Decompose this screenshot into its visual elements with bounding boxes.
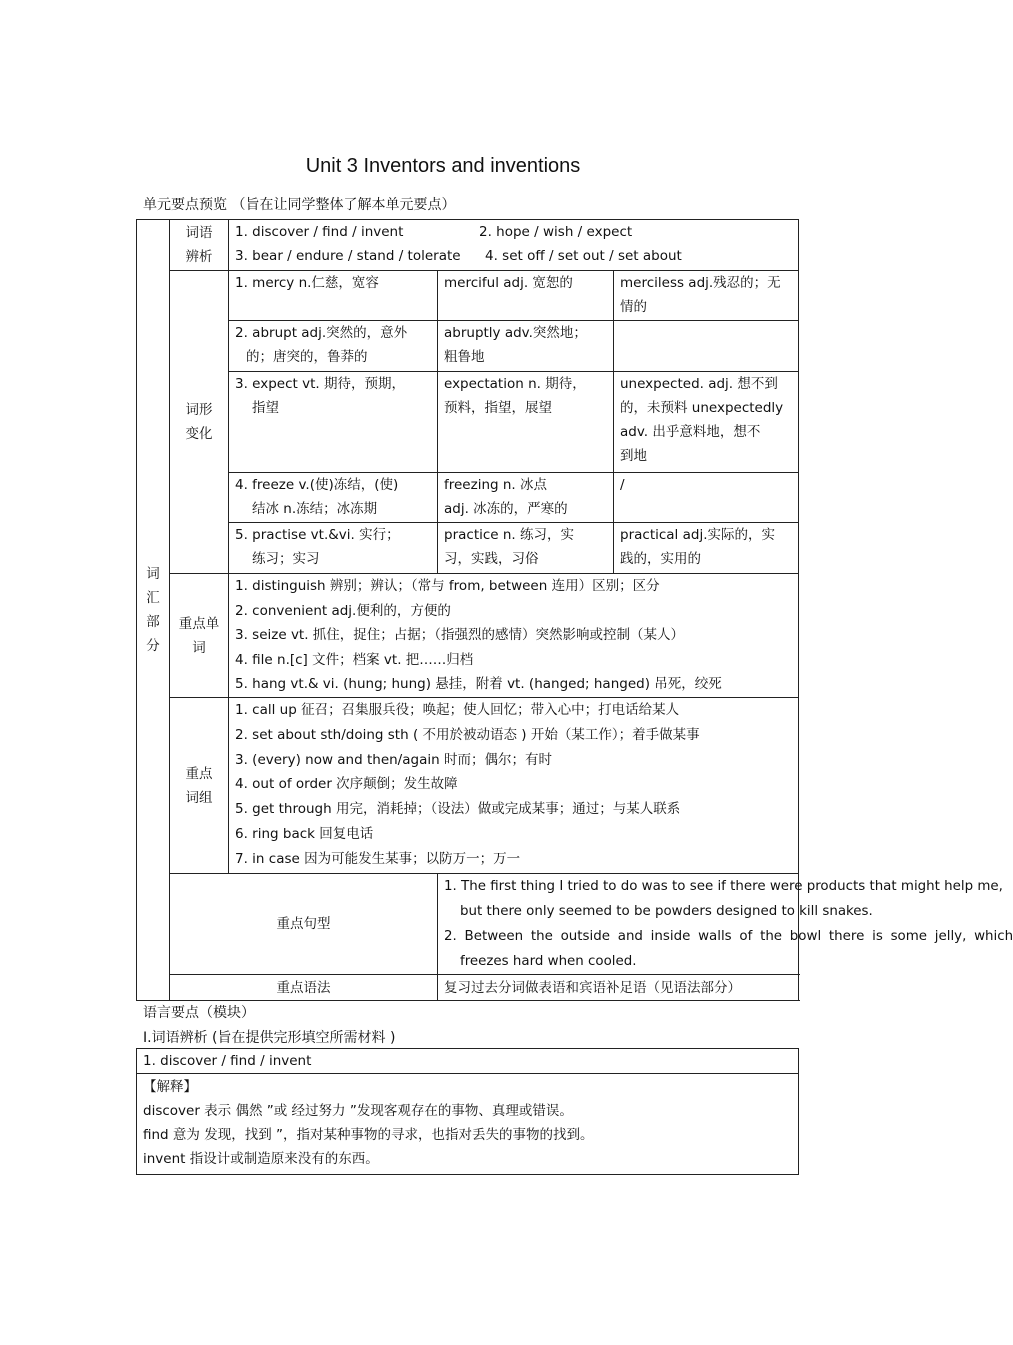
key-grammar-label: 重点语法 bbox=[170, 975, 438, 1001]
word-form-text: adv. 出乎意料地，想不 bbox=[620, 424, 761, 440]
word-form-text: / bbox=[620, 477, 625, 493]
word-form-text: adj. 冰冻的，严寒的 bbox=[444, 501, 568, 517]
key-words-label: 重点单词 bbox=[170, 574, 229, 698]
word-analysis-item-3: 3. bear / endure / stand / tolerate bbox=[235, 248, 461, 264]
explanation-header: 1. discover / find / invent bbox=[137, 1049, 799, 1074]
key-word-item: 1. distinguish 辨别；辨认；（常与 from, between 连用）区别；区分 bbox=[235, 578, 660, 594]
key-phrase-item: 6. ring back 回复电话 bbox=[235, 825, 374, 842]
word-form-text: 指望 bbox=[252, 400, 279, 416]
explanation-header-row bbox=[137, 1049, 799, 1074]
word-form-text: 1. mercy n.仁慈，宽容 bbox=[235, 275, 379, 291]
key-grammar-text: 复习过去分词做表语和宾语补足语（见语法部分） bbox=[438, 975, 799, 1001]
section-caption-preview: 单元要点预览 （旨在让同学整体了解本单元要点） bbox=[143, 197, 456, 213]
word-form-text: 的，未预料 unexpectedly bbox=[620, 400, 784, 416]
key-words-cell bbox=[229, 574, 799, 698]
word-form-text: 结冰 n.冻结；冰冻期 bbox=[252, 501, 378, 517]
explanation-body-row bbox=[137, 1074, 799, 1175]
word-form-row bbox=[137, 523, 799, 574]
vocab-section-label: 词汇部分 bbox=[137, 220, 170, 1001]
key-grammar-row bbox=[137, 975, 799, 1001]
explanation-body bbox=[137, 1074, 799, 1175]
word-form-text: 情的 bbox=[620, 299, 647, 315]
word-form-text: freezing n. 冰点 bbox=[444, 477, 548, 493]
key-sentence-text: 2. Between the outside and inside walls of the bowl there is some jelly, which bbox=[444, 929, 1013, 944]
word-form-base bbox=[229, 523, 438, 574]
explanation-table bbox=[136, 1048, 799, 1175]
word-form-text: unexpected. adj. 想不到 bbox=[620, 376, 778, 392]
section-caption-modules: 语言要点（模块） bbox=[143, 1005, 255, 1021]
unit-overview-table bbox=[136, 219, 1013, 1001]
key-sentence-text: but there only seemed to be powders designed to kill snakes. bbox=[460, 904, 873, 919]
key-phrase-item: 1. call up 征召；召集服兵役；唤起；使人回忆；带入心中；打电话给某人 bbox=[235, 702, 680, 718]
word-form-base bbox=[229, 473, 438, 523]
key-word-item: 2. convenient adj.便利的，方便的 bbox=[235, 602, 451, 619]
word-form-text: merciful adj. 宽恕的 bbox=[444, 275, 573, 291]
explanation-line: find 意为 发现，找到 ”，指对某种事物的寻求，也指对丢失的事物的找到。 bbox=[143, 1127, 594, 1143]
word-form-text: 3. expect vt. 期待，预期， bbox=[235, 376, 405, 392]
explanation-line: discover 表示 偶然 ”或 经过努力 ”发现客观存在的事物、真理或错误。 bbox=[143, 1103, 573, 1119]
word-form-text: 预料，指望，展望 bbox=[444, 400, 552, 416]
key-phrase-item: 7. in case 因为可能发生某事；以防万一；万一 bbox=[235, 850, 521, 867]
word-form-base bbox=[229, 321, 438, 372]
word-form-text: 粗鲁地 bbox=[444, 349, 485, 365]
word-form-derived bbox=[438, 271, 614, 321]
word-form-derived-2 bbox=[614, 271, 799, 321]
key-phrase-item: 2. set about sth/doing sth ( 不用於被动语态 ) 开始（某工作）；着手做某事 bbox=[235, 726, 700, 743]
key-sentences-label: 重点句型 bbox=[170, 874, 438, 975]
word-form-derived-2 bbox=[614, 372, 799, 473]
word-form-base bbox=[229, 271, 438, 321]
word-form-text: 的；唐突的，鲁莽的 bbox=[246, 349, 368, 365]
key-word-item: 5. hang vt.& vi. (hung; hung) 悬挂，附着 vt. (hanged; hanged) 吊死，绞死 bbox=[235, 676, 722, 693]
word-form-text: 习，实践，习俗 bbox=[444, 551, 539, 567]
word-form-row bbox=[137, 321, 799, 372]
word-analysis-item-2: 2. hope / wish / expect bbox=[479, 224, 633, 240]
key-sentence-text: freezes hard when cooled. bbox=[460, 954, 637, 969]
word-analysis-label: 词语辨析 bbox=[170, 220, 229, 271]
word-form-text: practice n. 练习，实 bbox=[444, 527, 575, 543]
word-form-text: abruptly adv.突然地； bbox=[444, 325, 587, 341]
word-form-text: 践的，实用的 bbox=[620, 551, 701, 567]
word-form-derived-2 bbox=[614, 321, 799, 372]
word-form-derived bbox=[438, 523, 614, 574]
word-form-row bbox=[137, 372, 799, 473]
word-form-base bbox=[229, 372, 438, 473]
word-form-derived bbox=[438, 321, 614, 372]
word-form-text: merciless adj.残忍的；无 bbox=[620, 275, 781, 291]
word-form-text: 5. practise vt.&vi. 实行； bbox=[235, 527, 400, 543]
key-phrase-item: 5. get through 用完，消耗掉；（设法）做或完成某事；通过；与某人联系 bbox=[235, 801, 681, 818]
word-form-text: 2. abrupt adj.突然的，意外 bbox=[235, 325, 408, 341]
key-sentences-cell bbox=[438, 874, 1013, 975]
key-sentences-row bbox=[137, 874, 799, 975]
explanation-line: invent 指设计或制造原来没有的东西。 bbox=[143, 1151, 379, 1167]
key-sentence-text: 1. The first thing I tried to do was to see if there were products that might help me, bbox=[444, 879, 1003, 894]
page-title: Unit 3 Inventors and inventions bbox=[305, 155, 581, 177]
word-form-row bbox=[137, 473, 799, 523]
key-phrases-cell bbox=[229, 698, 799, 874]
word-form-derived bbox=[438, 473, 614, 523]
word-forms-label: 词形变化 bbox=[170, 271, 229, 574]
key-word-item: 4. file n.[c] 文件；档案 vt. 把……归档 bbox=[235, 651, 474, 668]
word-form-derived-2 bbox=[614, 523, 799, 574]
word-form-derived bbox=[438, 372, 614, 473]
word-analysis-item-4: 4. set off / set out / set about bbox=[485, 248, 682, 264]
key-phrase-item: 3. (every) now and then/again 时而；偶尔；有时 bbox=[235, 751, 552, 768]
word-form-text: practical adj.实际的，实 bbox=[620, 527, 775, 543]
explanation-label: 【解释】 bbox=[143, 1079, 197, 1095]
key-phrase-item: 4. out of order 次序颠倒；发生故障 bbox=[235, 776, 458, 793]
word-form-row bbox=[137, 271, 799, 321]
word-analysis-row bbox=[137, 220, 799, 271]
key-phrases-label: 重点词组 bbox=[170, 698, 229, 874]
word-form-text: expectation n. 期待， bbox=[444, 376, 586, 392]
section-caption-word-analysis: Ⅰ.词语辨析 (旨在提供完形填空所需材料 ) bbox=[143, 1030, 396, 1046]
key-word-item: 3. seize vt. 抓住，捉住；占据；（指强烈的感情）突然影响或控制（某人） bbox=[235, 627, 685, 644]
word-analysis-item-1: 1. discover / find / invent bbox=[235, 224, 404, 240]
word-analysis-cell bbox=[229, 220, 799, 271]
word-form-text: 到地 bbox=[620, 448, 647, 464]
key-words-row bbox=[137, 574, 799, 698]
word-form-text: 4. freeze v.(使)冻结，(使) bbox=[235, 477, 399, 493]
word-form-text: 练习；实习 bbox=[252, 551, 320, 567]
key-phrases-row bbox=[137, 698, 799, 874]
word-form-derived-2 bbox=[614, 473, 799, 523]
